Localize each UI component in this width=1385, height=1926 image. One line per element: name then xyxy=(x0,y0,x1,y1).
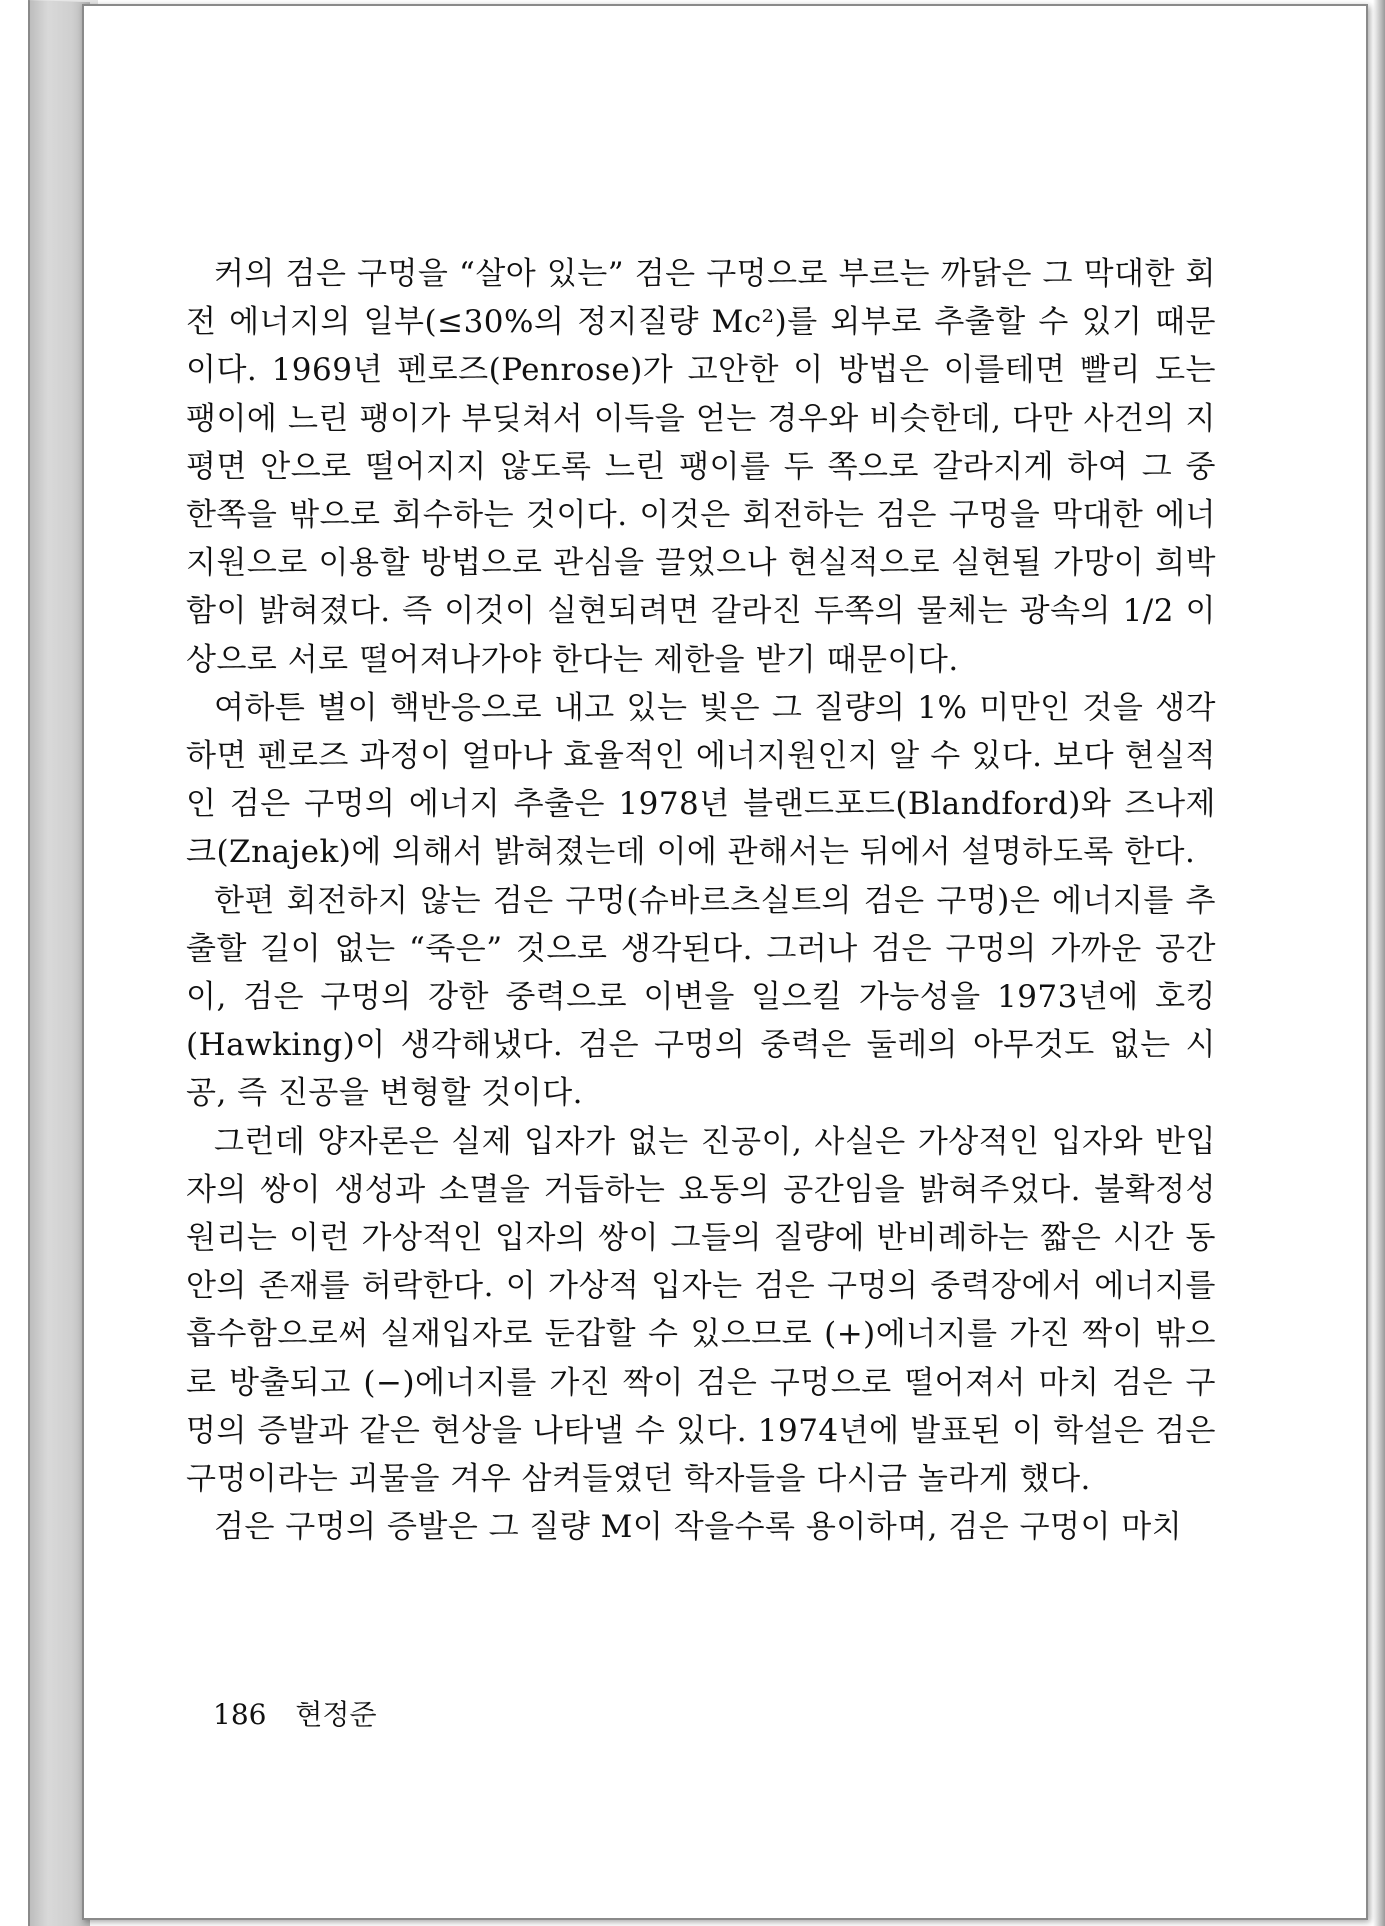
paragraph-1: 커의 검은 구멍을 “살아 있는” 검은 구멍으로 부르는 까닭은 그 막대한 회전 에너지의 일부(≤30%의 정지질량 Mc²)를 외부로 추출할 수 있기 때문이다. 1969년 펜로즈(Penrose)가 고안한 이 방법은 이를테면 빨리 도는 팽이에 느린 팽이가 부딪쳐서 이득을 얻는 경우와 비슷한데, 다만 사건의 지평면 안으로 떨어지지 않도록 느린 팽이를 두 쪽으로 갈라지게 하여 그 중 한쪽을 밖으로 회수하는 것이다. 이것은 회전하는 검은 구멍을 막대한 에너지원으로 이용할 방법으로 관심을 끌었으나 현실적으로 실현될 가망이 희박함이 밝혀졌다. 즉 이것이 실현되려면 갈라진 두쪽의 물체는 광속의 1/2 이상으로 서로 떨어져나가야 한다는 제한을 받기 때문이다. xyxy=(186,256,1216,678)
paragraph-3: 한편 회전하지 않는 검은 구멍(슈바르츠실트의 검은 구멍)은 에너지를 추출할 길이 없는 “죽은” 것으로 생각된다. 그러나 검은 구멍의 가까운 공간이, 검은 구멍의 강한 중력으로 이변을 일으킬 가능성을 1973년에 호킹(Hawking)이 생각해냈다. 검은 구멍의 중력은 둘레의 아무것도 없는 시공, 즉 진공을 변형할 것이다. xyxy=(186,882,1216,1112)
paragraph-2: 여하튼 별이 핵반응으로 내고 있는 빛은 그 질량의 1% 미만인 것을 생각하면 펜로즈 과정이 얼마나 효율적인 에너지원인지 알 수 있다. 보다 현실적인 검은 구멍의 에너지 추출은 1978년 블랜드포드(Blandford)와 즈나제크(Znajek)에 의해서 밝혀졌는데 이에 관해서는 뒤에서 설명하도록 한다. xyxy=(186,689,1216,871)
book-spine xyxy=(28,0,90,1926)
page-body xyxy=(186,250,1216,1551)
paragraph-5: 검은 구멍의 증발은 그 질량 M이 작을수록 용이하며, 검은 구멍이 마치 xyxy=(214,1509,1183,1546)
paragraph-4: 그런데 양자론은 실제 입자가 없는 진공이, 사실은 가상적인 입자와 반입자의 쌍이 생성과 소멸을 거듭하는 요동의 공간임을 밝혀주었다. 불확정성 원리는 이런 가상적인 입자의 쌍이 그들의 질량에 반비례하는 짧은 시간 동안의 존재를 허락한다. 이 가상적 입자는 검은 구멍의 중력장에서 에너지를 흡수함으로써 실재입자로 둔갑할 수 있으므로 (+)에너지를 가진 짝이 밖으로 방출되고 (−)에너지를 가진 짝이 검은 구멍으로 떨어져서 마치 검은 구멍의 증발과 같은 현상을 나타낼 수 있다. 1974년에 발표된 이 학설은 검은 구멍이라는 괴물을 겨우 삼켜들였던 학자들을 다시금 놀라게 했다. xyxy=(186,1123,1216,1498)
page-edge-shadow xyxy=(1373,0,1385,1926)
page-footer xyxy=(213,1693,377,1733)
author-name: 현정준 xyxy=(295,1698,377,1731)
page-number: 186 xyxy=(213,1698,267,1731)
